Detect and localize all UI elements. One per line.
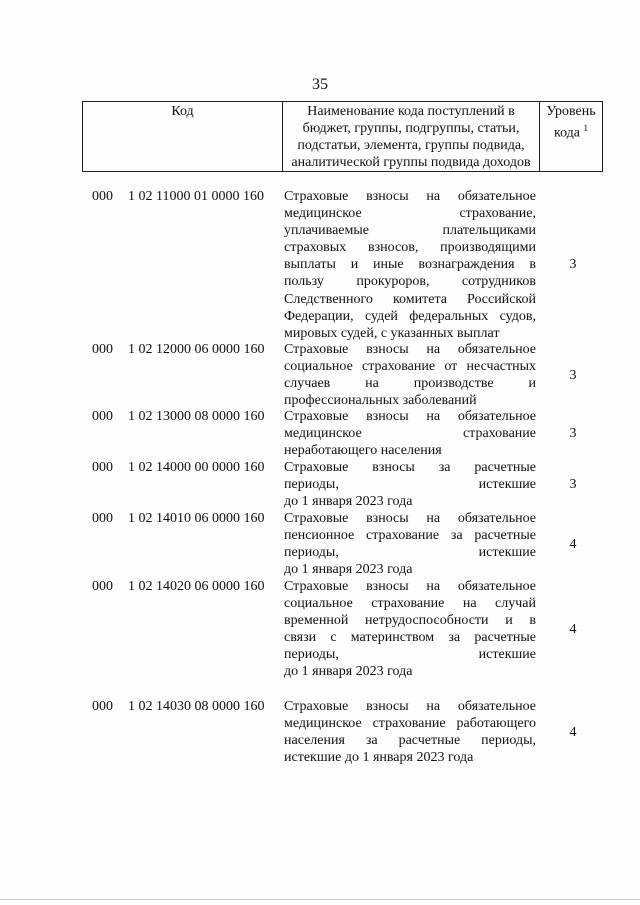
row-prefix: 000 <box>92 189 113 204</box>
header-level-label-2: кода <box>553 125 581 141</box>
row-name-line: Страховые взносы на обязательное <box>284 189 536 204</box>
row-level: 3 <box>569 477 577 492</box>
row-code: 1 02 14030 08 0000 160 <box>128 699 265 714</box>
row-prefix: 000 <box>92 699 113 714</box>
header-name-cell <box>283 102 540 172</box>
row-name-line: Страховые взносы за расчетные <box>284 460 536 475</box>
header-name-line: подстатьи, элемента, группы подвида, <box>297 138 525 153</box>
row-name <box>284 510 536 578</box>
table-header <box>82 101 603 172</box>
header-name-line: аналитической группы подвида доходов <box>291 155 531 170</box>
row-name-line: Страховые взносы на обязательное <box>284 699 536 714</box>
row-code: 1 02 13000 08 0000 160 <box>128 409 265 424</box>
row-name-line: медицинское страхование работающего <box>284 716 536 732</box>
row-name-line: связи с материнством за расчетные <box>284 630 536 646</box>
row-level: 4 <box>569 725 577 740</box>
row-name-line: Страховые взносы на обязательное <box>284 342 536 357</box>
header-name-line: Наименование кода поступлений в <box>307 104 515 119</box>
row-name <box>284 459 536 510</box>
header-code-label: Код <box>171 104 194 119</box>
row-code: 1 02 11000 01 0000 160 <box>128 189 264 204</box>
row-name-line: пенсионное страхование за расчетные <box>284 528 536 544</box>
row-name-line: Следственного комитета Российской <box>284 291 536 307</box>
header-level-cell <box>540 102 603 172</box>
row-name-line: Страховые взносы на обязательное <box>284 409 536 424</box>
row-prefix: 000 <box>92 579 113 594</box>
row-name-line: пользу прокуроров, сотрудников <box>284 274 536 290</box>
page-edge-divider <box>0 899 640 900</box>
row-name-line: страховых взносов, производящими <box>284 240 536 256</box>
row-level: 3 <box>569 426 577 441</box>
row-name-line: медицинское страхование <box>284 426 536 442</box>
row-name-line: социальное страхование на случай <box>284 596 536 612</box>
row-prefix: 000 <box>92 511 113 526</box>
row-prefix: 000 <box>92 409 113 424</box>
row-code: 1 02 14020 06 0000 160 <box>128 579 265 594</box>
row-name-line: периоды, истекшие <box>284 647 536 663</box>
row-name-line: до 1 января 2023 года <box>284 494 413 510</box>
row-code: 1 02 14000 00 0000 160 <box>128 460 265 475</box>
row-name-line: мировых судей, с указанных выплат <box>284 325 500 341</box>
row-name-line: периоды, истекшие <box>284 545 536 561</box>
row-level: 4 <box>569 537 577 552</box>
row-name-line: Федерации, судей федеральных судов, <box>284 308 536 324</box>
row-name-line: населения за расчетные периоды, <box>284 733 536 749</box>
row-name-line: периоды, истекшие <box>284 477 536 493</box>
row-name-line: истекшие до 1 января 2023 года <box>284 750 474 766</box>
row-name-line: Страховые взносы на обязательное <box>284 511 536 526</box>
row-level: 3 <box>569 257 577 272</box>
row-name-line: временной нетрудоспособности и в <box>284 613 536 629</box>
row-level: 4 <box>569 622 577 637</box>
row-prefix: 000 <box>92 342 113 357</box>
row-name-line: до 1 января 2023 года <box>284 562 413 578</box>
row-name-line: Страховые взносы на обязательное <box>284 579 536 594</box>
row-name-line: социальное страхование от несчастных <box>284 359 536 375</box>
row-code: 1 02 12000 06 0000 160 <box>128 342 265 357</box>
header-level-label: Уровень <box>546 104 596 119</box>
header-name-line: бюджет, группы, подгруппы, статьи, <box>302 121 520 136</box>
row-name-line: медицинское страхование, <box>284 206 536 222</box>
row-name-line: уплачиваемые плательщиками <box>284 223 536 239</box>
row-name-line: случаев на производстве и <box>284 376 536 392</box>
row-name <box>284 408 536 459</box>
row-name <box>284 341 536 409</box>
page-number: 35 <box>312 76 328 93</box>
row-name-line: до 1 января 2023 года <box>284 664 413 680</box>
row-code: 1 02 14010 06 0000 160 <box>128 511 265 526</box>
row-prefix: 000 <box>92 460 113 475</box>
footnote-marker: 1 <box>583 123 589 133</box>
row-name <box>284 188 536 342</box>
row-name-line: профессиональных заболеваний <box>284 393 477 409</box>
row-name <box>284 578 536 681</box>
header-code-cell <box>83 102 283 172</box>
row-name <box>284 698 536 766</box>
row-level: 3 <box>569 368 577 383</box>
row-name-line: выплаты и иные вознаграждения в <box>284 257 536 273</box>
row-name-line: неработающего населения <box>284 443 442 459</box>
